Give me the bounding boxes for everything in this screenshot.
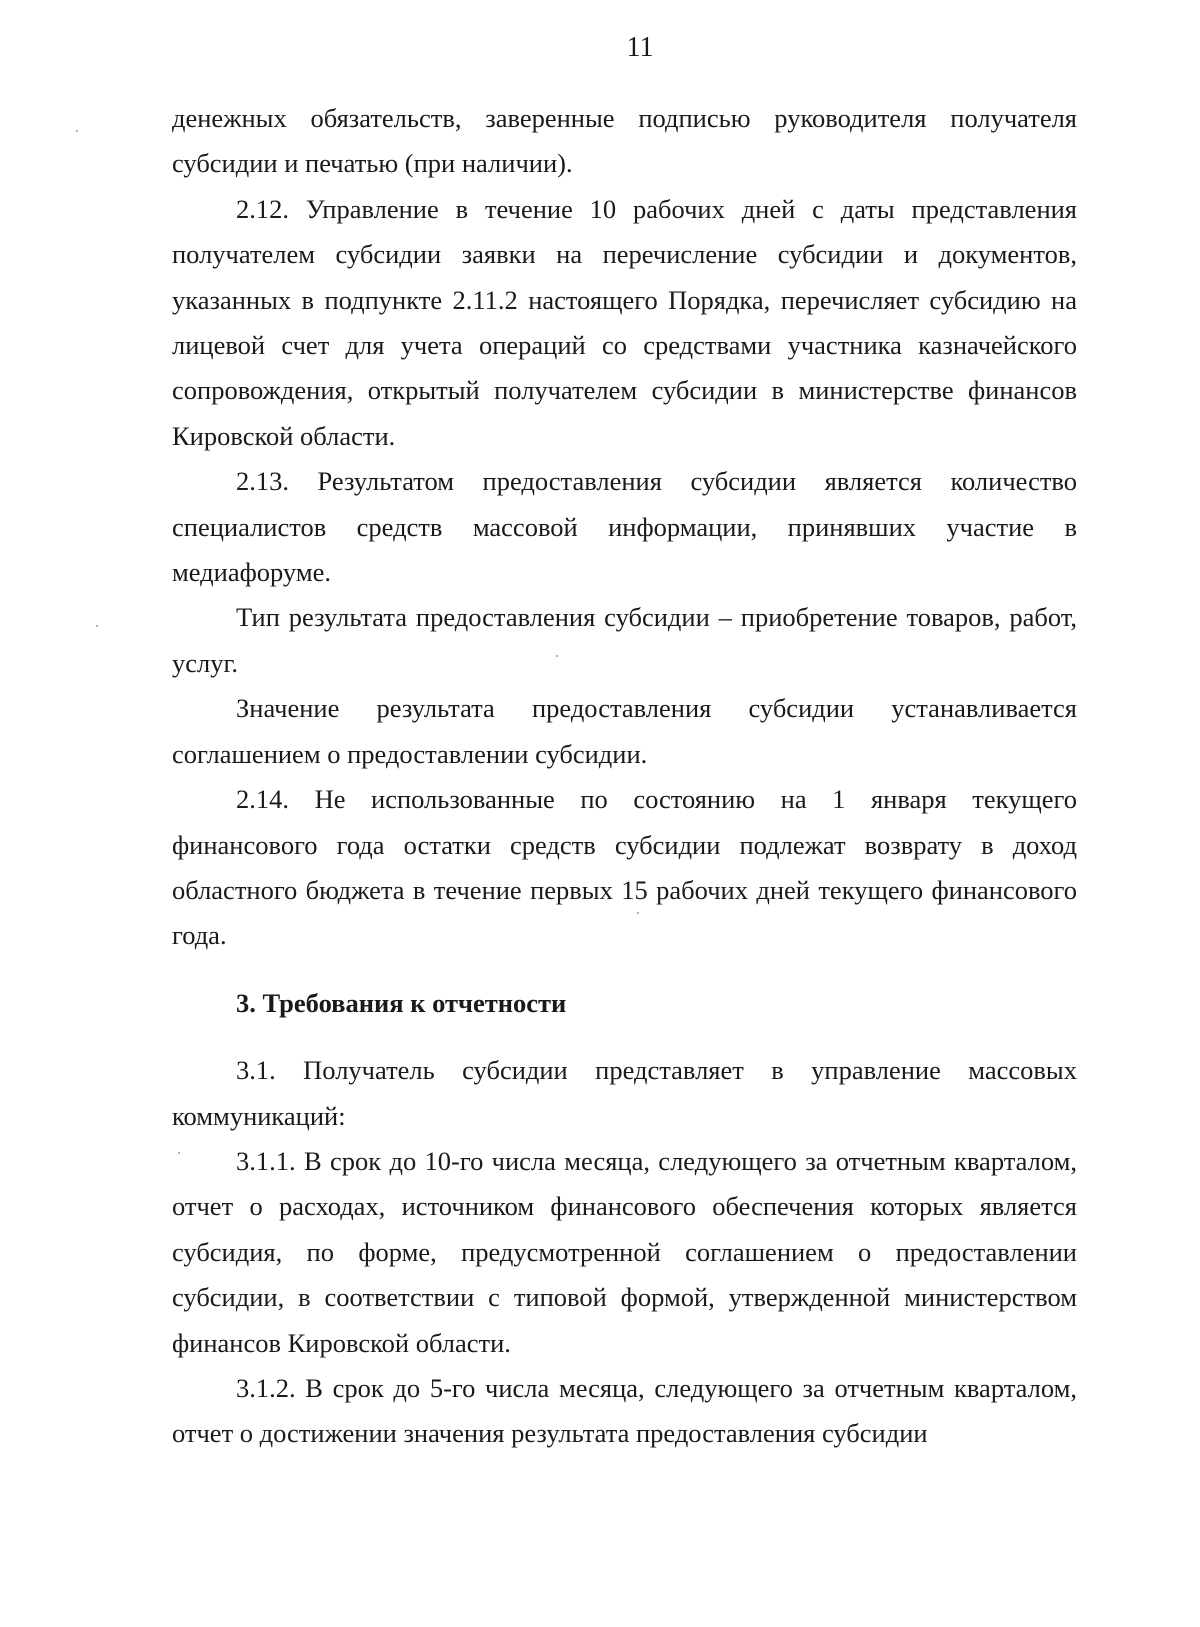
- paragraph-3-1-1: 3.1.1. В срок до 10-го числа месяца, следующего за отчетным кварталом, отчет о расходах, источником финансового обеспечения которых является субсидия, по форме, предусмотренной соглашением о предоставлении субсидии, в соответствии с типовой формой, утвержденной министерством финансов Кировской области.: [172, 1145, 1077, 1358]
- paragraph-3-1: 3.1. Получатель субсидии представляет в управление массовых коммуникаций:: [172, 1055, 1077, 1131]
- scan-speck: [76, 130, 78, 132]
- paragraph-2-14: 2.14. Не использованные по состоянию на 1 января текущего финансового года остатки средств субсидии подлежат возврату в доход областного бюджета в течение первых 15 рабочих дней текущего финансового года.: [172, 784, 1077, 951]
- scan-speck: [178, 1152, 180, 1154]
- section-heading-3: 3. Требования к отчетности: [236, 987, 567, 1018]
- paragraph-result-type: Тип результата предоставления субсидии – приобретение товаров, работ, услуг.: [172, 602, 1077, 678]
- document-body: [172, 96, 1077, 1457]
- paragraph-continuation: денежных обязательств, заверенные подписью руководителя получателя субсидии и печатью (при наличии).: [172, 103, 1077, 179]
- paragraph-2-13: 2.13. Результатом предоставления субсидии является количество специалистов средств массовой информации, принявших участие в медиафоруме.: [172, 466, 1077, 588]
- scan-speck: [556, 655, 558, 657]
- scan-speck: [637, 912, 639, 914]
- paragraph-3-1-2: 3.1.2. В срок до 5-го числа месяца, следующего за отчетным кварталом, отчет о достижении значения результата предоставления субсидии: [172, 1372, 1077, 1449]
- paragraph-2-12: 2.12. Управление в течение 10 рабочих дней с даты представления получателем субсидии заявки на перечисление субсидии и документов, указанных в подпункте 2.11.2 настоящего Порядка, перечисляет субсидию на лицевой счет для учета операций со средствами участника казначейского сопровождения, открытый получателем субсидии в министерстве финансов Кировской области.: [172, 193, 1077, 451]
- page-number: 11: [626, 32, 654, 63]
- paragraph-result-value: Значение результата предоставления субсидии устанавливается соглашением о предоставлении субсидии.: [172, 693, 1077, 769]
- scan-speck: [96, 625, 98, 627]
